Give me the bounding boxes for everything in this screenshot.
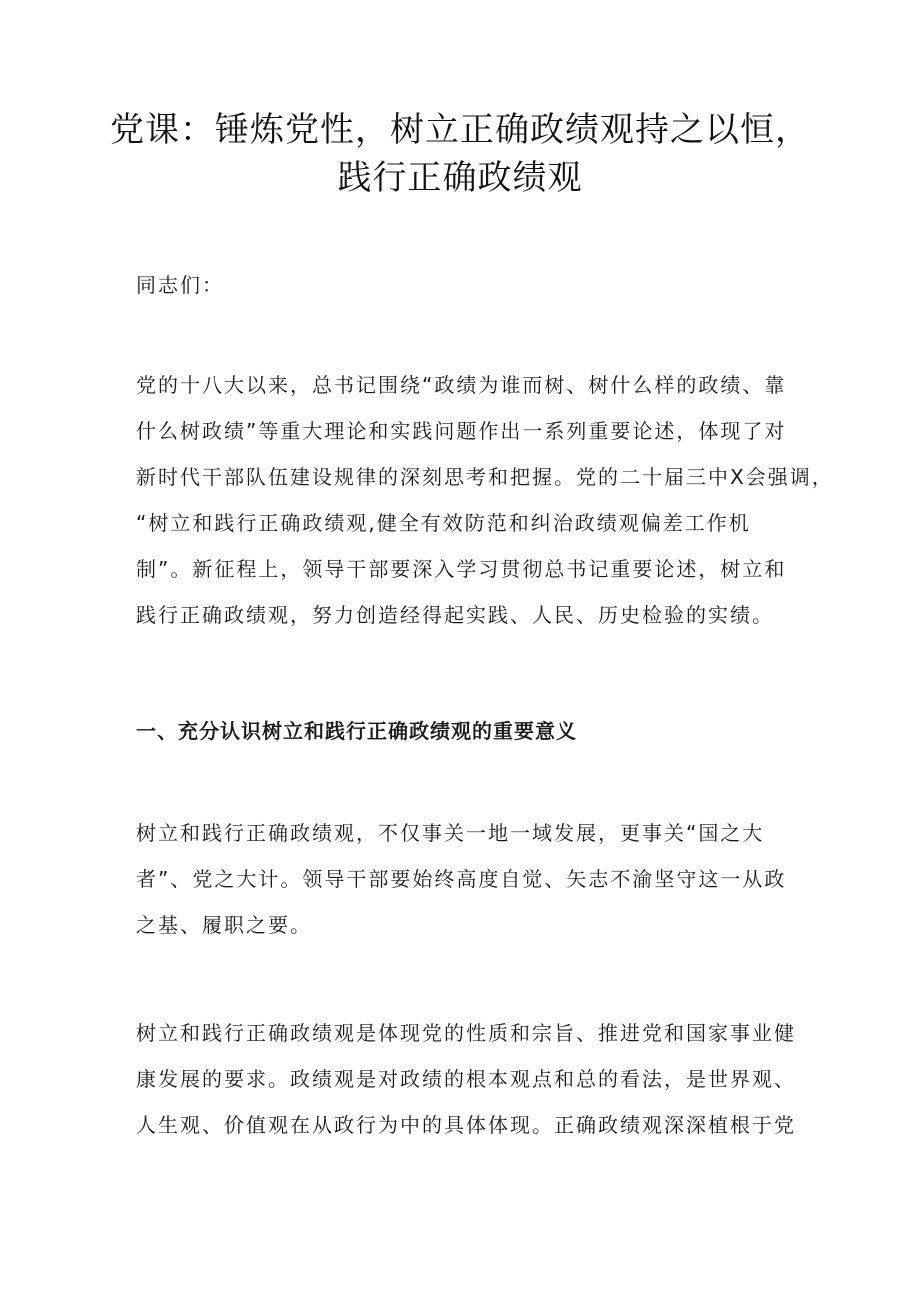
paragraph-2 xyxy=(136,810,796,948)
document-title-line-2: 践行正确政绩观 xyxy=(337,158,583,198)
paragraph-line: 党的十八大以来，总书记围绕“政绩为谁而树、树什么样的政绩、靠 xyxy=(136,373,787,397)
document-title-line-1: 党课：锤炼党性，树立正确政绩观持之以恒， xyxy=(110,110,810,150)
paragraph-line: 什么树政绩”等重大理论和实践问题作出一系列重要论述，体现了对 xyxy=(136,419,787,443)
paragraph-line: 践行正确政绩观，努力创造经得起实践、人民、历史检验的实绩。 xyxy=(136,603,774,627)
paragraph-line: 者”、党之大计。领导干部要始终高度自觉、矢志不渝坚守这一从政 xyxy=(136,867,787,891)
paragraph-line: 之基、履职之要。 xyxy=(136,913,312,937)
paragraph-line: 人生观、价值观在从政行为中的具体体现。正确政绩观深深植根于党 xyxy=(136,1113,796,1137)
paragraph-3 xyxy=(136,1010,796,1148)
paragraph-1 xyxy=(136,362,834,638)
paragraph-line: 制”。新征程上，领导干部要深入学习贯彻总书记重要论述，树立和 xyxy=(136,557,787,581)
section-heading-1: 一、充分认识树立和践行正确政绩观的重要意义 xyxy=(136,719,577,743)
paragraph-line: 树立和践行正确政绩观是体现党的性质和宗旨、推进党和国家事业健 xyxy=(136,1021,796,1045)
paragraph-line: 树立和践行正确政绩观，不仅事关一地一域发展，更事关“国之大 xyxy=(136,821,765,845)
greeting: 同志们： xyxy=(136,273,224,297)
paragraph-line: 新时代干部队伍建设规律的深刻思考和把握。党的二十届三中X会强调， xyxy=(136,465,834,489)
paragraph-line: 康发展的要求。政绩观是对政绩的根本观点和总的看法，是世界观、 xyxy=(136,1067,796,1091)
paragraph-line: “树立和践行正确政绩观,健全有效防范和纠治政绩观偏差工作机 xyxy=(136,511,751,535)
